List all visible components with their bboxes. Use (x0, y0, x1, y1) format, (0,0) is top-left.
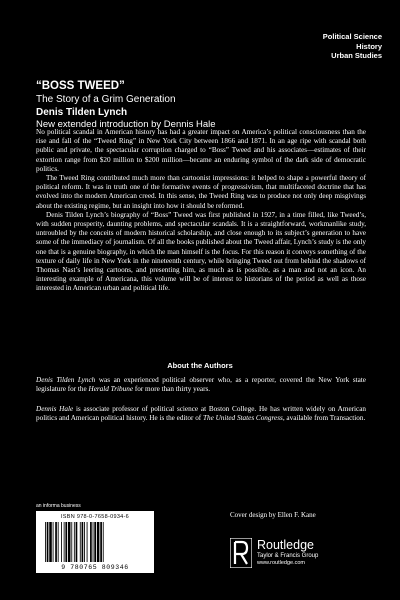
barcode-bar (68, 522, 71, 562)
bio-author-name: Denis Tilden Lynch (36, 376, 96, 384)
bio-text: is associate professor of political science at Boston College. He has written widely on American politics and American political history. He is the editor of (36, 405, 366, 423)
bio-text: for more than thirty years. (133, 385, 211, 394)
barcode-bar (80, 522, 81, 562)
barcode-bar (97, 522, 100, 562)
isbn-barcode (36, 511, 154, 573)
blurb-paragraph: The Tweed Ring contributed much more than cartoonist impressions: it helped to shape a powerful theory of political reform. It was in truth one of the formative events of progressivism, that multifaceted doctrine that has evolved into the modern American creed. In this sense, the Tweed Ring was to produce not only deep misgivings about the existing regime, but an insight into how it should be reformed. (36, 174, 366, 210)
barcode-bar (71, 522, 72, 562)
bio-author-name: Dennis Hale (36, 405, 74, 413)
routledge-r-icon (230, 538, 252, 568)
barcode-bar (47, 522, 49, 562)
barcode-bar (90, 522, 92, 562)
barcode-bar (61, 522, 62, 562)
barcode-bar (84, 522, 85, 562)
subject-categories (323, 32, 382, 61)
barcode-bar (74, 522, 75, 562)
publisher-group: Taylor & Francis Group (257, 553, 319, 559)
bio-text: was an experienced political observer who, as a reporter, covered the New York state legislature for the (36, 376, 366, 394)
barcode-bar (65, 522, 67, 562)
newspaper-name: Herald Tribune (88, 385, 134, 394)
barcode-bar (103, 522, 104, 562)
book-subtitle: The Story of a Grim Generation (36, 94, 176, 105)
barcode-bar (94, 522, 96, 562)
isbn-number: ISBN 978-0-7658-0934-6 (60, 514, 130, 520)
author-bio-lynch (36, 376, 366, 394)
title-block (36, 80, 366, 131)
publisher-logo (230, 538, 370, 572)
barcode-bar (64, 522, 65, 562)
barcode-bar (76, 522, 78, 562)
barcode-graphic (45, 522, 145, 562)
barcode-bar (49, 522, 52, 562)
barcode-bar (93, 522, 94, 562)
barcode-bar (55, 522, 57, 562)
blurb-paragraph: No political scandal in American history has had a greater impact on America’s political consciousness than the rise and fall of the “Tweed Ring” in New York City between 1866 and 1871. In an age ripe with scandal both public and private, the spectacular corruption charged to “Boss” Tweed and his associates—estimates of their extortion range from $20 million to $200 million—became an enduring symbol of the dark side of democratic politics. (36, 128, 366, 173)
publisher-name: Routledge (257, 538, 314, 552)
barcode-bar (58, 522, 59, 562)
subject-history: History (356, 41, 382, 51)
about-authors-heading: About the Authors (167, 361, 233, 370)
book-author: Denis Tilden Lynch (36, 107, 128, 118)
subject-political-science: Political Science (322, 32, 382, 41)
barcode-bar (100, 522, 102, 562)
publisher-url: www.routledge.com (257, 560, 305, 566)
bio-text: , available from Transaction. (282, 414, 366, 423)
subject-urban-studies: Urban Studies (331, 51, 382, 60)
barcode-bar (82, 522, 84, 562)
barcode-bar (53, 522, 54, 562)
barcode-bar (87, 522, 88, 562)
blurb-paragraph: Denis Tilden Lynch’s biography of “Boss” Tweed was first published in 1927, in a time filled, like Tweed’s, with sudden prosperity, daunting problems, and spectacular scandals. It is a straightforward, workmanlike study, untroubled by the conceits of modern historical scholarship, and close enough to its subject’s generation to have some of the immediacy of journalism. Of all the books published about the Tweed affair, Lynch’s study is the only one that is a genuine biography, in which the man himself is the focus. For this reason it conveys something of the texture of daily life in New York in the nineteenth century, while bringing Tweed out from behind the shadows of Thomas Nast’s leering cartoons, and presenting him, as much as is possible, as a man and not an icon. An interesting example of Americana, this volume will be of interest to historians of the period as well as those interested in American urban and political life. (36, 210, 366, 293)
back-cover-blurb (36, 128, 366, 294)
author-bio-hale (36, 405, 366, 423)
cover-design-credit: Cover design by Ellen F. Kane (230, 511, 316, 519)
book-title: “BOSS TWEED” (36, 80, 125, 92)
book-reference: The United States Congress (203, 414, 283, 423)
informa-tagline: an informa business (36, 503, 81, 509)
intro-credit: New extended introduction by Dennis Hale (36, 119, 216, 130)
barcode-digits: 9 780765 809346 (61, 564, 129, 571)
barcode-bar (45, 522, 46, 562)
